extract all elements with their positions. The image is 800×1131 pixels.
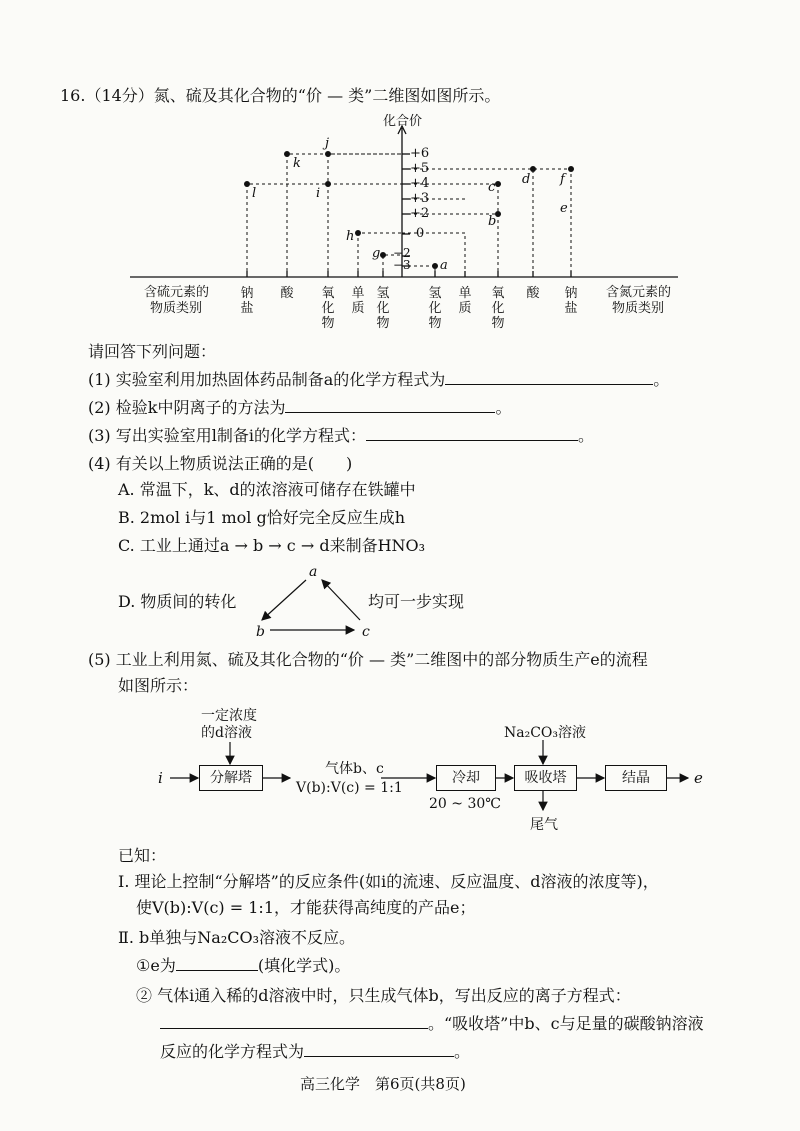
known-1a: I. 理论上控制“分解塔”的反应条件(如i的流速、反应温度、d溶液的浓度等)，: [118, 872, 659, 891]
tail-gas-label: 尾气: [530, 817, 558, 833]
sub-q2-line3: 反应的化学方程式为 。: [160, 1042, 471, 1061]
cat-n-oxide: 氧化物: [491, 286, 505, 331]
cat-n-acid: 酸: [526, 286, 540, 301]
cat-s-acid: 酸: [280, 286, 294, 301]
label-j: j: [325, 136, 330, 151]
q4-option-c[interactable]: C. 工业上通过a → b → c → d来制备HNO₃: [118, 536, 426, 555]
valence-plus6: +6: [410, 146, 430, 161]
page-footer: 高三化学 第6页(共8页): [300, 1075, 466, 1093]
decomposition-tower: 分解塔: [199, 765, 263, 791]
label-i: i: [316, 186, 321, 201]
label-h: h: [346, 229, 355, 244]
cat-s-element: 单质: [351, 286, 365, 316]
label-l: l: [252, 186, 257, 201]
sub-q2-line1: ② 气体i通入稀的d溶液中时，只生成气体b，写出反应的离子方程式：: [136, 986, 631, 1005]
valence-minus3: −3: [393, 258, 411, 272]
q4-option-b[interactable]: B. 2mol i与1 mol g恰好完全反应生成h: [118, 508, 406, 527]
gas-label: 气体b、c: [325, 761, 384, 777]
label-f: f: [560, 172, 565, 187]
temperature-label: 20 ~ 30℃: [429, 796, 501, 812]
cat-s-salt: 钠盐: [240, 286, 254, 316]
valence-plus2: +2: [410, 206, 430, 221]
triangle-a: a: [309, 564, 318, 580]
q2: (2) 检验k中阴离子的方法为 。: [88, 398, 512, 417]
q5-line2: 如图所示：: [118, 676, 199, 695]
cat-s-hydride: 氢化物: [376, 286, 390, 331]
cooler-box: 冷却: [436, 765, 496, 791]
valence-plus3: +3: [410, 191, 430, 206]
label-e: e: [560, 201, 568, 216]
known-label: 已知：: [118, 846, 167, 865]
answer-blank-ionic[interactable]: [160, 1014, 428, 1029]
q3: (3) 写出实验室用l制备i的化学方程式： 。: [88, 426, 595, 445]
sulfur-caption: 含硫元素的 物质类别: [144, 285, 210, 316]
nitrogen-caption: 含氮元素的 物质类别: [606, 285, 672, 316]
q4-option-d-suffix: 均可一步实现: [368, 592, 465, 611]
cat-n-element: 单质: [458, 286, 472, 316]
feed-label: 一定浓度 的d溶液: [201, 708, 257, 741]
label-d: d: [522, 172, 531, 187]
valence-minus2: −2: [393, 246, 411, 260]
valence-plus4: +4: [410, 176, 430, 191]
triangle-c: c: [362, 624, 370, 640]
answer-blank-absorber[interactable]: [304, 1042, 454, 1057]
absorber-box: 吸收塔: [514, 765, 577, 791]
cat-n-salt: 钠盐: [564, 286, 578, 316]
cat-s-oxide: 氧化物: [321, 286, 335, 331]
valence-zero: 0: [416, 226, 425, 241]
q5-line1: (5) 工业上利用氮、硫及其化合物的“价 — 类”二维图中的部分物质生产e的流程: [88, 650, 648, 669]
sub-q2-line2: 。“吸收塔”中b、c与足量的碳酸钠溶液: [160, 1014, 704, 1034]
known-2: Ⅱ. b单独与Na₂CO₃溶液不反应。: [118, 928, 356, 947]
prompt: 请回答下列问题：: [88, 342, 217, 361]
crystallizer-box: 结晶: [605, 765, 667, 791]
label-a: a: [440, 258, 448, 273]
cat-n-hydride: 氢化物: [428, 286, 442, 331]
q1: (1) 实验室利用加热固体药品制备a的化学方程式为 。: [88, 370, 670, 389]
y-axis-label: 化合价: [383, 114, 423, 129]
question-header: 16.（14分）氮、硫及其化合物的“价 — 类”二维图如图所示。: [60, 86, 501, 105]
flow-input-i: i: [158, 769, 163, 787]
answer-blank-e[interactable]: [176, 956, 258, 971]
q4: (4) 有关以上物质说法正确的是( ): [88, 454, 353, 473]
flow-output-e: e: [694, 769, 703, 787]
label-k: k: [293, 156, 301, 171]
triangle-b: b: [256, 624, 265, 640]
q4-option-a[interactable]: A. 常温下，k、d的浓溶液可储存在铁罐中: [118, 480, 416, 499]
q4-option-d[interactable]: D. 物质间的转化: [118, 592, 237, 611]
na2co3-label: Na₂CO₃溶液: [504, 725, 587, 741]
label-g: g: [372, 246, 381, 261]
valence-plus5: +5: [410, 161, 430, 176]
known-1b: 使V(b):V(c) = 1:1，才能获得高纯度的产品e；: [136, 898, 476, 917]
ratio-label: V(b):V(c) = 1:1: [296, 780, 403, 796]
label-b: b: [488, 214, 497, 229]
label-c: c: [488, 180, 496, 195]
sub-q1: ①e为 (填化学式)。: [136, 956, 351, 975]
